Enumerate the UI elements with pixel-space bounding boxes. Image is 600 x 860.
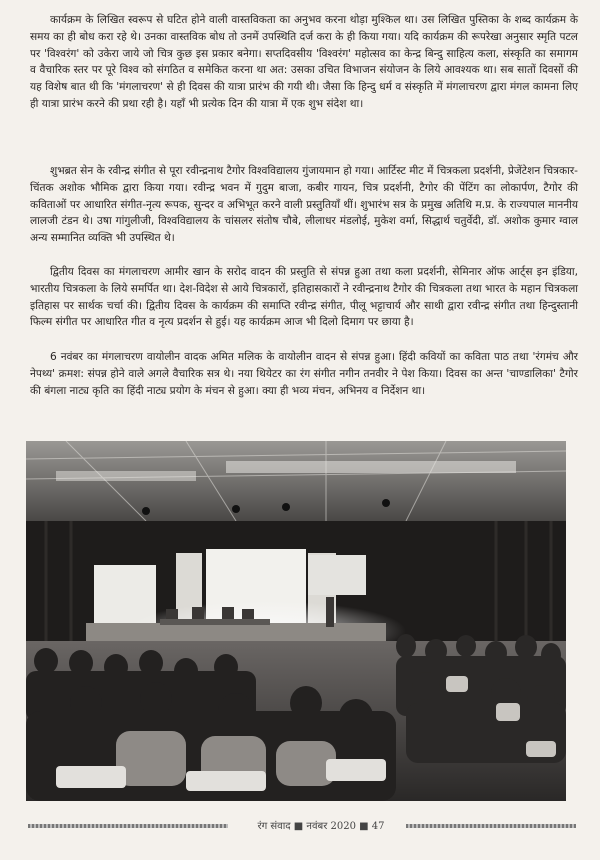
paragraph-3: द्वितीय दिवस का मंगलाचरण आमीर खान के सरोद वादन की प्रस्तुति से संपन्न हुआ तथा कला प्रदर्शनी, सेमिनार ऑफ आर्ट्स इन इंडिया, भारतीय चित्रकला के लिये समर्पित था। देश-विदेश से आये चित्रकारों, इतिहासकारों ने रवीन्द्रनाथ टैगोर की चित्रकला तथा भारत के महान चित्रकला इतिहास पर सार्थक चर्चा की। द्वितीय दिवस के कार्यक्रम की समाप्ति रवीन्द्र संगीत, पीलू भट्टाचार्य और साथी द्वारा रवीन्द्र संगीत तथा हिन्दुस्तानी फिल्म संगीत पर आधारित गीत व नृत्य प्रदर्शन से हुई। यह कार्यक्रम आज भी दिलो दिमाग पर छाया है। — [30, 266, 578, 329]
footer-rule-right — [406, 824, 576, 828]
paragraph-2: शुभब्रत सेन के रवीन्द्र संगीत से पूरा रवीन्द्रनाथ टैगोर विश्वविद्यालय गुंजायमान हो गया। आर्टिस्ट मीट में चित्रकला प्रदर्शनी, प्रेजेंटेशन चित्रकार-चिंतक अशोक भौमिक द्वारा किया गया। रवीन्द्र भवन में गुदुम बाजा, कबीर गायन, चित्र प्रदर्शनी, टैगोर की पेंटिंग का लोकार्पण, टैगोर की कविताओं पर आधारित संगीत-नृत्य रूपक, सुन्दर व अभिभूत करने वाली प्रस्तुतियाँ थीं। शुभारंभ सत्र के प्रमुख अतिथि म.प्र. के राज्यपाल माननीय लालजी टंडन थे। उषा गांगुलीजी, विश्वविद्यालय के चांसलर संतोष चौबे, लीलाधर मंडलोई, मुकेश वर्मा, सिद्धार्थ चतुर्वेदी, डॉ. अशोक कुमार ग्वाल अन्य सम्मानित व्यक्ति भी उपस्थित थे। — [30, 165, 578, 245]
footer-caption: रंग संवाद ■ नवंबर 2020 ■ 47 — [257, 821, 385, 832]
footer-rule-left — [28, 824, 228, 828]
event-photograph — [26, 441, 566, 801]
paragraph-1: कार्यक्रम के लिखित स्वरूप से घटित होने वाली वास्तविकता का अनुभव करना थोड़ा मुश्किल था। उस लिखित पुस्तिका के शब्द कार्यक्रम के समय का ही बोध करा रहे थे। उनका वास्तविक बोध तो उनमें उपस्थिति दर्ज करा के ही किया गया। यदि कार्यक्रम की रूपरेखा अनुसार स्मृति पटल पर 'विश्वरंग' को उकेरा जाये जो चित्र कुछ इस प्रकार बनेगा। सप्तदिवसीय 'विश्वरंग' महोत्सव का केन्द्र बिन्दु साहित्य कला, संस्कृति का समागम व वैचारिक स्तर पर पूरे विश्व को संगठित व समेकित करना था अत: उसका उचित विभाजन संयोजन के लिये आवश्यक था। सब सातों दिवसों की यह विशेष बात थी कि 'मंगलाचरण' से ही दिवस की यात्रा प्रारंभ की गयी थी। जैसा कि हिन्दु धर्म व संस्कृति में मंगलाचरण द्वारा मंगल कामना लिए ही यात्रा प्रारंभ करने की प्रथा रही है। यहाँ भी प्रत्येक दिन की यात्रा में एक शुभ संदेश था। — [30, 14, 578, 110]
auditorium-photo — [26, 441, 566, 801]
paragraph-4: 6 नवंबर का मंगलाचरण वायोलीन वादक अमित मलिक के वायोलीन वादन से संपन्न हुआ। हिंदी कवियों का कविता पाठ तथा 'रंगमंच और नेपथ्य' क्रमश: संपन्न होने वाले अगले वैचारिक सत्र थे। नया थियेटर का रंग संगीत नगीन तनवीर ने पेश किया। दिवस का अन्त 'चाण्डालिका' टैगोर की बंगला नाट्य कृति का हिंदी नाट्य प्रयोग के मंचन से हुआ। क्या ही भव्य मंचन, अभिनय व निर्देशन था। — [30, 351, 578, 397]
page-footer — [28, 818, 576, 834]
